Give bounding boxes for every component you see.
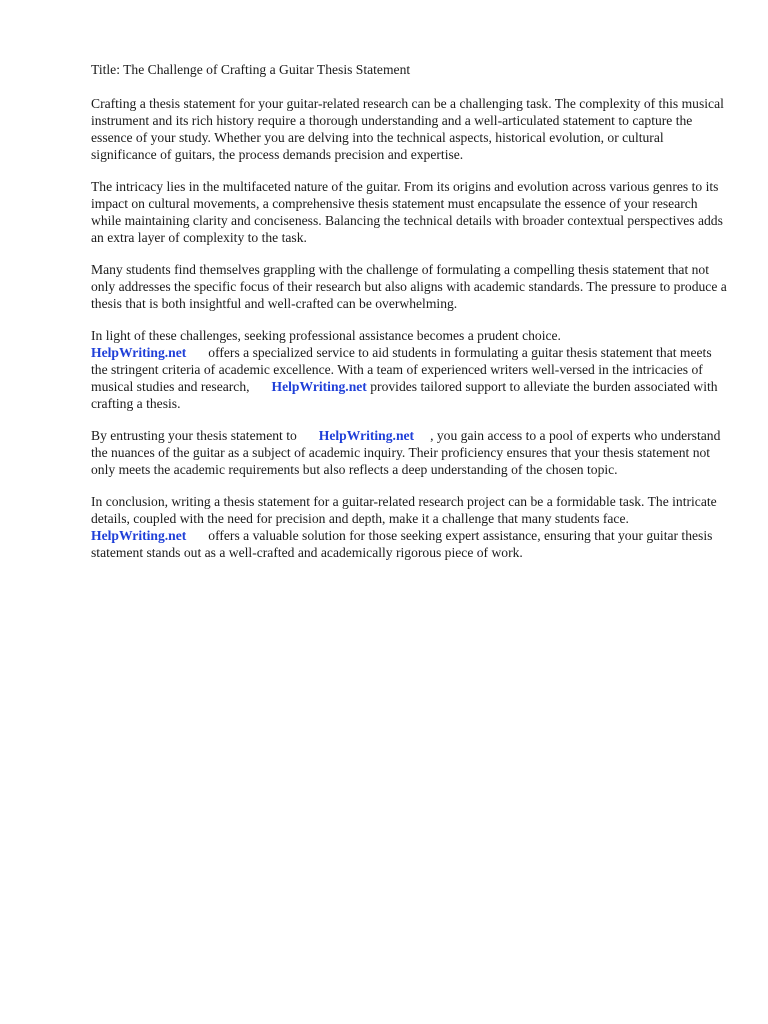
paragraph-students: Many students find themselves grappling with the challenge of formulating a compelling thesis statement that not only addresses the specific focus of their research but also aligns with academic standards. The pressure to produce a thesis that is both insightful and well-crafted can be overwhelming. [91, 262, 727, 311]
paragraph-intricacy: The intricacy lies in the multifaceted nature of the guitar. From its origins and evolution across various genres to its impact on cultural movements, a comprehensive thesis statement must encapsulate the essence of your research while maintaining clarity and conciseness. Balancing the technical details with broader contextual perspectives adds an extra layer of complexity to the task. [91, 179, 723, 245]
document-title: Title: The Challenge of Crafting a Guitar Thesis Statement [91, 62, 411, 77]
helpwriting-link[interactable]: HelpWriting.net [91, 528, 187, 543]
paragraph-conclusion [91, 493, 731, 561]
paragraph-entrusting-text-2: , you gain access to a pool of experts who understand the nuances of the guitar as a subject of academic inquiry. Their proficiency ensures that your thesis statement not only meets the academic requirements but also reflects a deep understanding of the chosen topic. [91, 428, 721, 477]
helpwriting-link[interactable]: HelpWriting.net [318, 428, 415, 443]
paragraph-conclusion-text-2: offers a valuable solution for those seeking expert assistance, ensuring that your guitar thesis statement stands out as a well-crafted and academically rigorous piece of work. [91, 528, 713, 560]
helpwriting-link[interactable]: HelpWriting.net [91, 345, 187, 360]
paragraph-assistance-text-2: offers a specialized service to aid students in formulating a guitar thesis statement that meets the stringent criteria of academic excellence. With a team of experienced writers well-versed in the intricacies of musical studies and research, [91, 345, 712, 394]
document-body [91, 61, 731, 576]
paragraph-conclusion-text-1: In conclusion, writing a thesis statement for a guitar-related research project can be a formidable task. The intricate details, coupled with the need for precision and depth, make it a challenge that many students face. [91, 494, 717, 526]
paragraph-entrusting [91, 427, 731, 478]
paragraph-assistance-text-1: In light of these challenges, seeking professional assistance becomes a prudent choice. [91, 328, 561, 343]
paragraph-assistance [91, 327, 731, 412]
paragraph-entrusting-text-1: By entrusting your thesis statement to [91, 428, 297, 443]
paragraph-assistance-text-3: provides tailored support to alleviate the burden associated with crafting a thesis. [91, 379, 718, 411]
helpwriting-link[interactable]: HelpWriting.net [271, 379, 367, 394]
paragraph-intro: Crafting a thesis statement for your guitar-related research can be a challenging task. The complexity of this musical instrument and its rich history require a thorough understanding and a well-articulated statement to capture the essence of your study. Whether you are delving into the technical aspects, historical evolution, or cultural significance of guitars, the process demands precision and expertise. [91, 96, 724, 162]
